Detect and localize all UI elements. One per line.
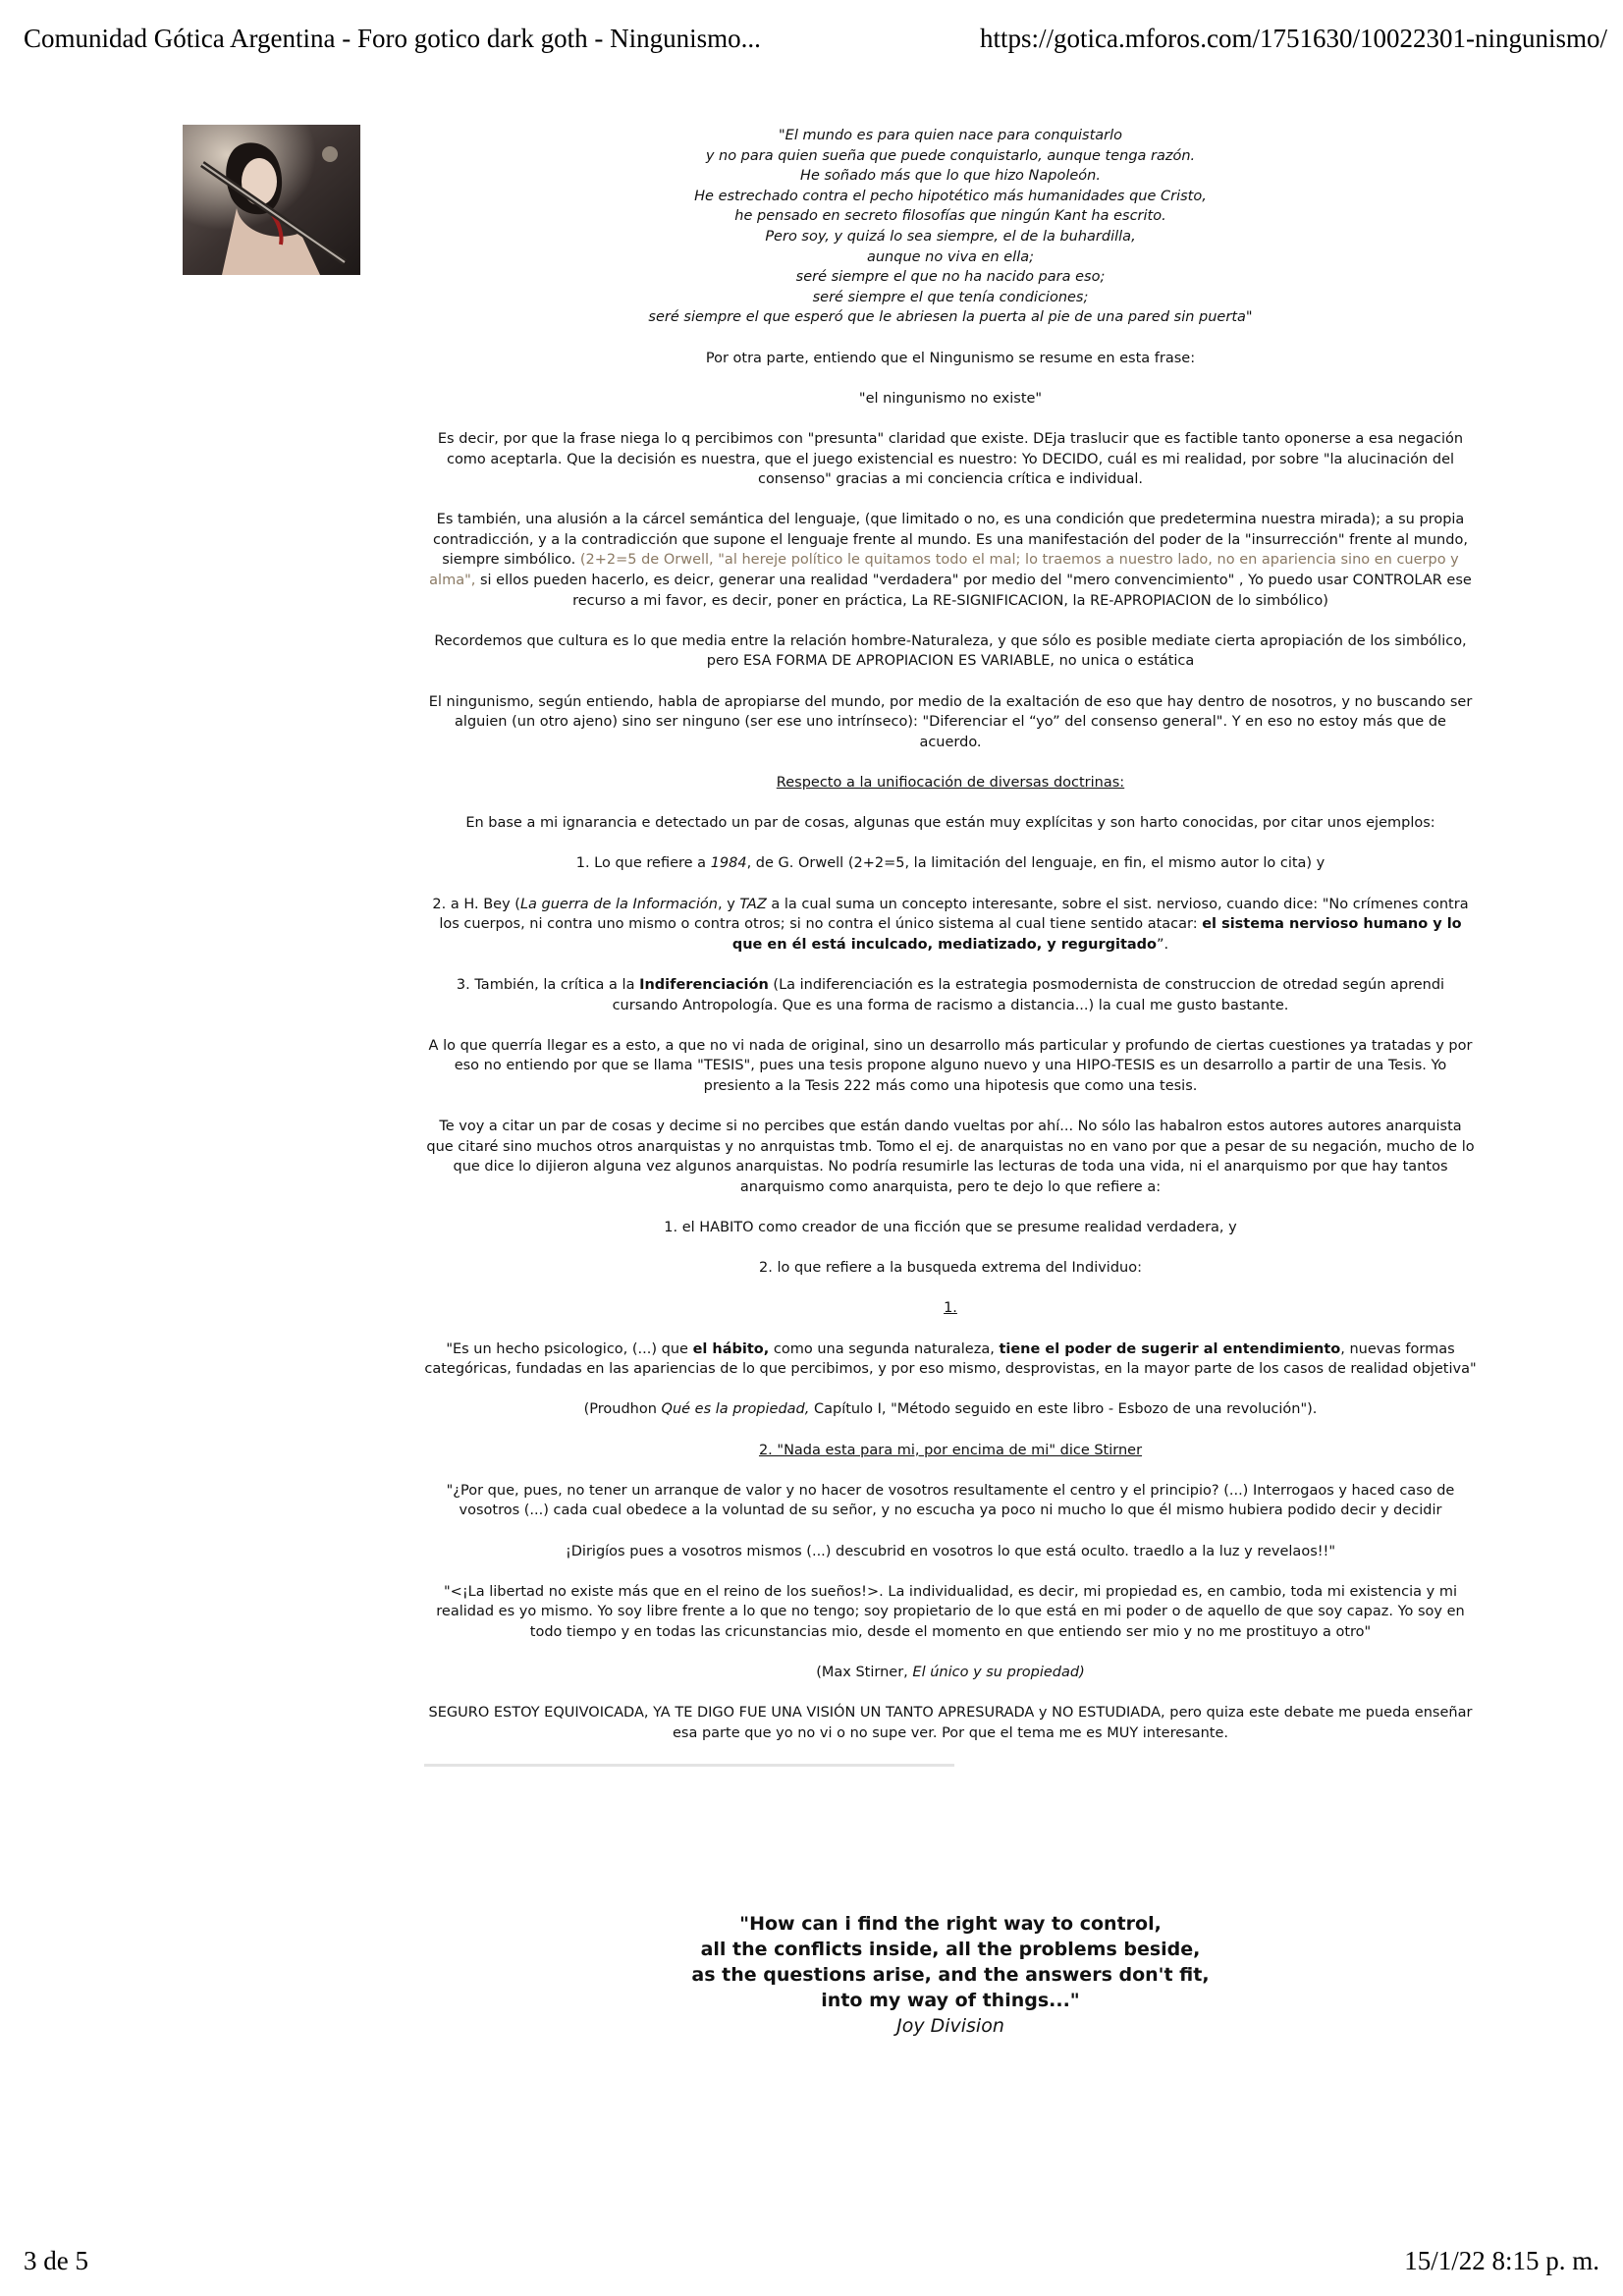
- signature-line: into my way of things...": [821, 1990, 1080, 2011]
- poem-line: aunque no viva en ella;: [866, 248, 1034, 265]
- paragraph: ¡Dirigíos pues a vosotros mismos (...) descubrid en vosotros lo que está oculto. traedlo a la luz y revelaos!!": [565, 1543, 1336, 1559]
- paragraph: [424, 853, 1477, 874]
- paragraph: A lo que querría llegar es a esto, a que no vi nada de original, sino un desarrollo más particular y profundo de ciertas cuestiones ya tratadas y por eso no entiendo por que se llama "TESIS", pues una tesis propone alguno nuevo y una HIPO-TESIS es un desarrollo a partir de una Tesis. Yo presiento a la Tesis 222 más como una hipotesis que como una tesis.: [428, 1037, 1473, 1094]
- text-run: ”.: [1157, 936, 1169, 953]
- print-datetime: 15/1/22 8:15 p. m.: [1404, 2246, 1599, 2275]
- paragraph: [424, 1339, 1477, 1380]
- section-heading: Respecto a la unifiocación de diversas doctrinas:: [776, 775, 1125, 791]
- bold-text: el sistema nervioso humano y lo que en él está inculcado, mediatizado, y regurgitado: [731, 916, 1462, 953]
- poem-line: he pensado en secreto filosofías que ningún Kant ha escrito.: [734, 208, 1166, 225]
- signature: [424, 1911, 1477, 2039]
- book-title: TAZ: [739, 896, 767, 912]
- paragraph: "<¡La libertad no existe más que en el reino de los sueños!>. La individualidad, es decir, mi propiedad es, en cambio, toda mi existencia y mi realidad es yo mismo. Yo soy libre frente a lo que no tengo; soy propietario de lo que está en mi poder o de aquello de que soy capaz. Yo soy en todo tiempo y en todas las cricunstancias mio, desde el momento en que entiendo ser mio y no me prostituyo a otro": [436, 1583, 1465, 1640]
- section-heading: 2. "Nada esta para mi, por encima de mi" dice Stirner: [758, 1442, 1143, 1458]
- paragraph: [424, 1399, 1477, 1420]
- paragraph: 2. lo que refiere a la busqueda extrema del Individuo:: [759, 1260, 1142, 1277]
- signature-quote: [424, 1911, 1477, 2013]
- paragraph: Es decir, por que la frase niega lo q percibimos con "presunta" claridad que existe. DEja traslucir que es factible tanto oponerse a esa negación como aceptarla. Que la decisión es nuestra, que el juego existencial es nuestro: Yo DECIDO, cuál es mi realidad, por sobre "la alucinación del consenso" gracias a mi conciencia crítica e individual.: [437, 430, 1464, 488]
- signature-line: "How can i find the right way to control,: [739, 1913, 1162, 1935]
- text-run: "Es un hecho psicologico, (...) que: [446, 1340, 693, 1357]
- signature-line: all the conflicts inside, all the problems beside,: [700, 1939, 1201, 1960]
- text-run: a la cual suma un concepto interesante, sobre el sist. nervioso, cuando dice: "No crímenes contra los cuerpos, ni contra uno mismo o contra otros; si no contra el único sistema al cual tiene sentido atacar:: [439, 896, 1469, 933]
- post-body: [424, 126, 1477, 1794]
- avatar-photo-icon: [183, 125, 360, 275]
- book-title: 1984: [710, 855, 747, 872]
- paragraph: "el ningunismo no existe": [858, 390, 1043, 407]
- text-run: , nuevas formas categóricas, fundadas en las apariencias de lo que percibimos, y por eso mismo, desprovistas, en la mayor parte de los casos de realidad objetiva": [424, 1340, 1477, 1378]
- paragraph: Te voy a citar un par de cosas y decime si no percibes que están dando vueltas por ahí... No sólo las habalron estos autores autores anarquista que citaré sino muchos otros anarquistas y no anrquistas tmb. Tomo el ej. de anarquistas no en vano por que a pesar de su negación, mucho de lo que dice lo dijieron alguna vez algunos anarquistas. No podría resumirle las lecturas de toda una vida, ni el anarquismo por que hay tantos anarquismo como anarquista, pero te dejo lo que refiere a:: [426, 1119, 1475, 1195]
- bold-text: el hábito,: [692, 1340, 770, 1357]
- paragraph: 1. el HABITO como creador de una ficción que se presume realidad verdadera, y: [664, 1220, 1237, 1236]
- bold-text: tiene el poder de sugerir al entendimiento: [999, 1340, 1341, 1357]
- paragraph: [424, 510, 1477, 611]
- signature-divider: [424, 1764, 954, 1767]
- poem-line: seré siempre el que esperó que le abriesen la puerta al pie de una pared sin puerta": [648, 309, 1253, 326]
- poem-line: Pero soy, y quizá lo sea siempre, el de la buhardilla,: [765, 228, 1136, 245]
- section-heading: 1.: [944, 1300, 957, 1317]
- poem-line: He estrechado contra el pecho hipotético más humanidades que Cristo,: [694, 188, 1207, 204]
- avatar: [183, 125, 360, 275]
- text-run: (Proudhon: [583, 1401, 662, 1418]
- paragraph: Por otra parte, entiendo que el Ningunismo se resume en esta frase:: [705, 350, 1196, 366]
- poem-line: seré siempre el que tenía condiciones;: [812, 289, 1089, 305]
- text-run: como una segunda naturaleza,: [769, 1340, 1000, 1357]
- book-title: El único y su propiedad): [912, 1665, 1085, 1681]
- page-number: 3 de 5: [24, 2246, 88, 2275]
- paragraph: En base a mi ignarancia e detectado un par de cosas, algunas que están muy explícitas y son harto conocidas, por citar unos ejemplos:: [465, 815, 1435, 832]
- poem-line: seré siempre el que no ha nacido para eso;: [795, 269, 1106, 286]
- text-run: , de G. Orwell (2+2=5, la limitación del lenguaje, en fin, el mismo autor lo cita) y: [746, 855, 1325, 872]
- paragraph: SEGURO ESTOY EQUIVOICADA, YA TE DIGO FUE UNA VISIÓN UN TANTO APRESURADA y NO ESTUDIADA, pero quiza este debate me pueda enseñar esa parte que yo no vi o no supe ver. Por que el tema me es MUY interesante.: [428, 1705, 1473, 1741]
- poem-line: y no para quien sueña que puede conquistarlo, aunque tenga razón.: [705, 147, 1196, 164]
- book-title: La guerra de la Información: [519, 896, 718, 912]
- orwell-quote: (2+2=5 de Orwell, "al hereje político le quitamos todo el mal; lo traemos a nuestro lado, no en apariencia sino en cuerpo y alma",: [429, 552, 1459, 589]
- bold-text: Indiferenciación: [639, 976, 769, 993]
- text-run: 2. a H. Bey (: [432, 896, 520, 912]
- paragraph: [424, 975, 1477, 1015]
- text-run: 1. Lo que refiere a: [575, 855, 711, 872]
- page-title: Comunidad Gótica Argentina - Foro gotico dark goth - Ningunismo...: [24, 24, 761, 53]
- text-run: , y: [717, 896, 740, 912]
- text-run: Capítulo I, "Método seguido en este libro - Esbozo de una revolución").: [809, 1401, 1318, 1418]
- book-title: Qué es la propiedad,: [661, 1401, 810, 1418]
- text-run: (La indiferenciación es la estrategia posmodernista de construccion de otredad según aprendi cursando Antropología. Que es una forma de racismo a distancia...) la cual me gusto bastante.: [612, 976, 1445, 1013]
- paragraph: Recordemos que cultura es lo que media entre la relación hombre-Naturaleza, y que sólo es posible mediate cierta apropiación de los simbólico, pero ESA FORMA DE APROPIACION ES VARIABLE, no unica o estática: [434, 632, 1467, 670]
- text-run: Es también, una alusión a la cárcel semántica del lenguaje, (que limitado o no, es una condición que predetermina nuestra mirada); a su propia contradicción, y a la contradicción que supone el lenguaje frente al mundo. Es una manifestación del poder de la "insurrección" frente al mundo, siempre simbólico.: [433, 512, 1468, 569]
- poem-line: He soñado más que lo que hizo Napoleón.: [800, 168, 1101, 185]
- signature-author: Joy Division: [896, 2015, 1004, 2037]
- paragraph: [424, 1663, 1477, 1683]
- page-url: https://gotica.mforos.com/1751630/10022301-ningunismo/: [980, 24, 1607, 53]
- text-run: si ellos pueden hacerlo, es deicr, generar una realidad "verdadera" por medio del "mero convencimiento" , Yo puedo usar CONTROLAR ese recurso a mi favor, es decir, poner en práctica, La RE-SIGNIFICACION, la RE-APROPIACION de lo simbólico): [475, 573, 1472, 609]
- paragraph: El ningunismo, según entiendo, habla de apropiarse del mundo, por medio de la exaltación de eso que hay dentro de nosotros, y no buscando ser alguien (un otro ajeno) sino ser ninguno (ser ese uno intrínseco): "Diferenciar el “yo” del consenso general". Y en eso no estoy más que de acuerdo.: [428, 693, 1473, 750]
- poem-quote: [424, 126, 1477, 328]
- paragraph: [424, 895, 1477, 956]
- text-run: 3. También, la crítica a la: [456, 976, 640, 993]
- paragraph: "¿Por que, pues, no tener un arranque de valor y no hacer de vosotros resultamente el centro y el principio? (...) Interrogaos y haced caso de vosotros (...) cada cual obedece a la voluntad de su señor, y no escucha ya poco ni mucho lo que él mismo hubiera podido decir y decidir: [446, 1482, 1455, 1519]
- signature-line: as the questions arise, and the answers don't fit,: [691, 1964, 1210, 1986]
- text-run: (Max Stirner,: [816, 1665, 913, 1681]
- poem-line: "El mundo es para quien nace para conquistarlo: [779, 128, 1122, 143]
